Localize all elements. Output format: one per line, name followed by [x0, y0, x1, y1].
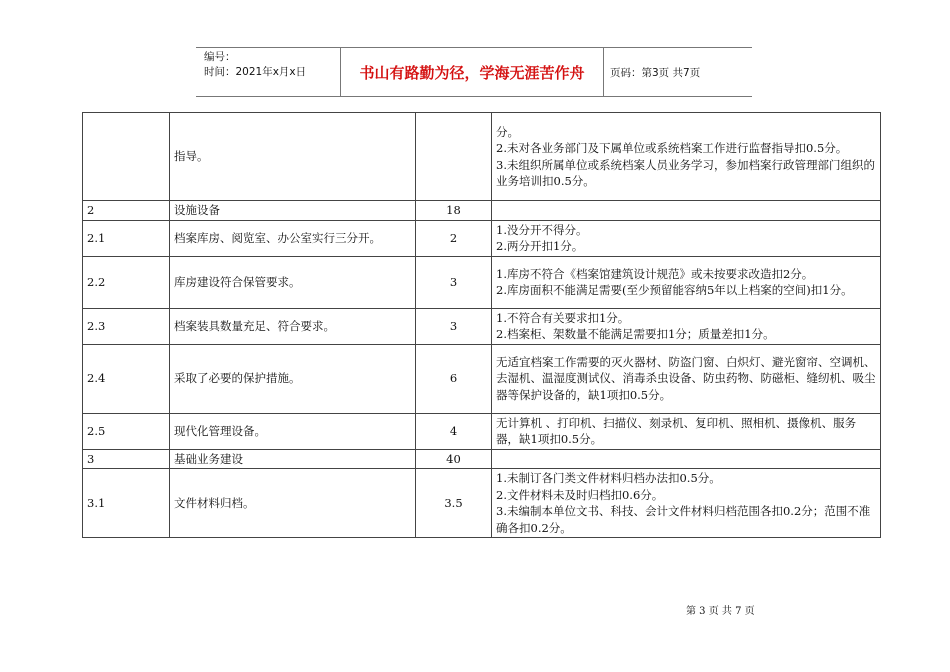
row-criteria: [492, 220, 881, 256]
row-item: 设施设备: [170, 201, 416, 221]
row-score: [416, 113, 492, 201]
row-criteria: [492, 201, 881, 221]
table-row: [83, 413, 881, 449]
row-score: 3.5: [416, 469, 492, 538]
row-score: 4: [416, 413, 492, 449]
row-criteria: [492, 308, 881, 344]
table-row: [83, 449, 881, 469]
row-item: 基础业务建设: [170, 449, 416, 469]
criteria-line: 1.未制订各门类文件材料归档办法扣0.5分。: [496, 471, 721, 485]
criteria-line: 分。: [496, 124, 519, 139]
row-item: 库房建设符合保管要求。: [170, 256, 416, 308]
row-criteria: [492, 413, 881, 449]
criteria-line: 3.未组织所属单位或系统档案人员业务学习，参加档案行政管理部门组织的业务培训扣0.5分。: [496, 157, 875, 188]
table-row: [83, 256, 881, 308]
row-item: 采取了必要的保护措施。: [170, 344, 416, 413]
row-score: 6: [416, 344, 492, 413]
table-row: [83, 113, 881, 201]
row-number: 2.1: [83, 220, 170, 256]
row-score: 3: [416, 308, 492, 344]
row-item: 现代化管理设备。: [170, 413, 416, 449]
row-number: 2.5: [83, 413, 170, 449]
criteria-line: 2.库房面积不能满足需要(至少预留能容纳5年以上档案的空间)扣1分。: [496, 283, 853, 297]
row-criteria: [492, 469, 881, 538]
row-score: 2: [416, 220, 492, 256]
row-number: 3: [83, 449, 170, 469]
row-item: 档案库房、阅览室、办公室实行三分开。: [170, 220, 416, 256]
criteria-line: 2.文件材料未及时归档扣0.6分。: [496, 487, 664, 502]
motto: 书山有路勤为径，学海无涯苦作舟: [340, 48, 604, 96]
criteria-line: 2.未对各业务部门及下属单位或系统档案工作进行监督指导扣0.5分。: [496, 141, 848, 155]
row-number: [83, 113, 170, 201]
criteria-line: 1.库房不符合《档案馆建筑设计规范》或未按要求改造扣2分。: [496, 266, 814, 281]
page-label: 页码：第3页 共7页: [610, 66, 701, 79]
row-criteria: [492, 256, 881, 308]
table-row: [83, 344, 881, 413]
table-row: [83, 469, 881, 538]
table-row: [83, 201, 881, 221]
page-footer: 第 3 页 共 7 页: [686, 606, 755, 617]
criteria-line: 无计算机 、打印机、扫描仪、刻录机、复印机、照相机、摄像机、服务器，缺1项扣0.5分。: [496, 415, 857, 446]
row-score: 3: [416, 256, 492, 308]
criteria-line: 3.未编制本单位文书、科技、会计文件材料归档范围各扣0.2分；范围不准确各扣0.2分。: [496, 504, 871, 535]
row-score: 40: [416, 449, 492, 469]
row-item: 指导。: [170, 113, 416, 201]
row-number: 2.4: [83, 344, 170, 413]
row-item: 文件材料归档。: [170, 469, 416, 538]
row-number: 2: [83, 201, 170, 221]
scoring-table: [82, 112, 881, 538]
criteria-line: 2.档案柜、架数量不能满足需要扣1分；质量差扣1分。: [496, 327, 775, 341]
row-item: 档案装具数量充足、符合要求。: [170, 308, 416, 344]
row-criteria: [492, 449, 881, 469]
row-number: 2.3: [83, 308, 170, 344]
row-number: 3.1: [83, 469, 170, 538]
time-label: 时间：2021年x月x日: [204, 66, 307, 78]
row-criteria: [492, 113, 881, 201]
row-criteria: [492, 344, 881, 413]
criteria-line: 1.不符合有关要求扣1分。: [496, 310, 630, 325]
table-row: [83, 220, 881, 256]
criteria-line: 无适宜档案工作需要的灭火器材、防盗门窗、白炽灯、避光窗帘、空调机、去湿机、温湿度测试仪、消毒杀虫设备、防虫药物、防磁柜、缝纫机、吸尘器等保护设备的，缺1项扣0.5分。: [496, 354, 876, 402]
page-header: [196, 47, 752, 97]
row-score: 18: [416, 201, 492, 221]
number-label: 编号：: [204, 51, 236, 63]
criteria-line: 1.没分开不得分。: [496, 222, 588, 237]
header-left: [196, 48, 340, 96]
table-row: [83, 308, 881, 344]
row-number: 2.2: [83, 256, 170, 308]
criteria-line: 2.两分开扣1分。: [496, 239, 584, 253]
